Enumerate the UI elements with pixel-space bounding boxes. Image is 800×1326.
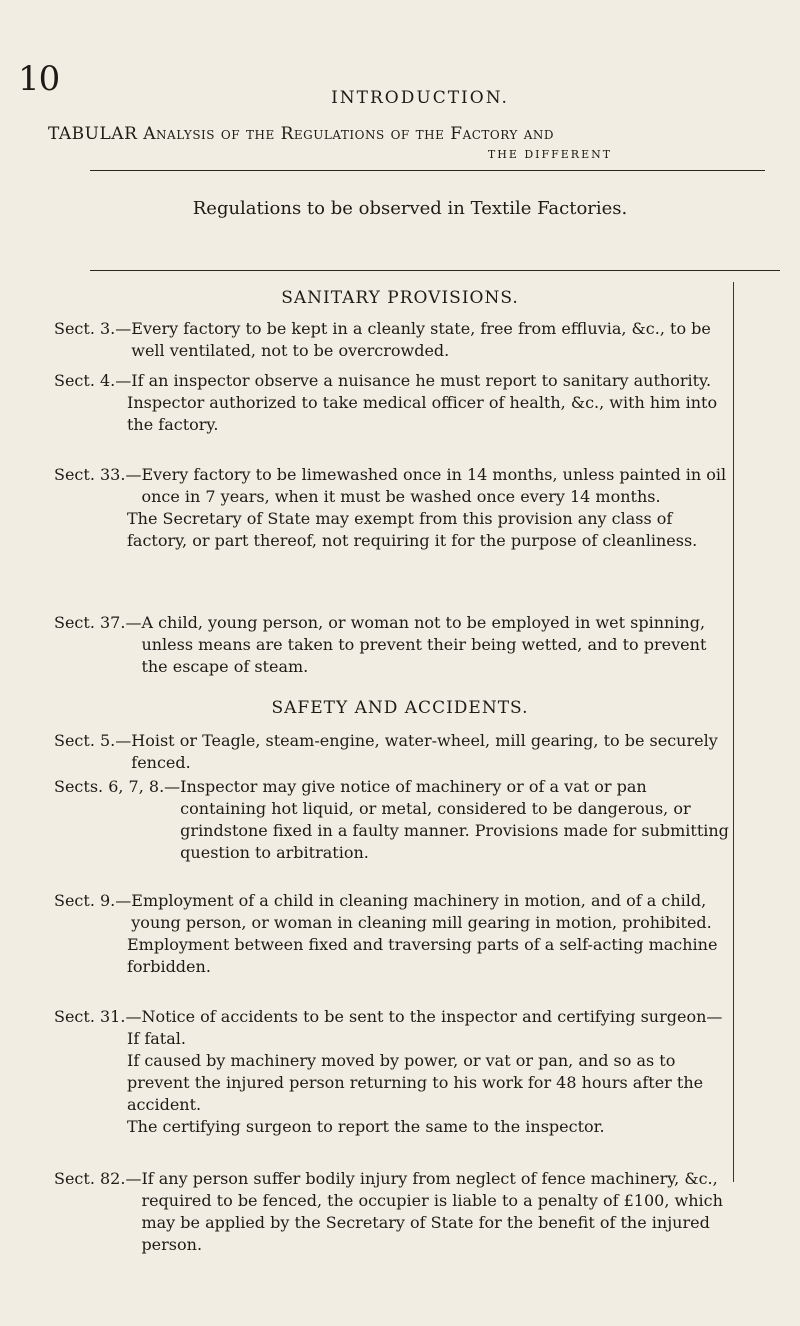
entry-text: If an inspector observe a nuisance he must report to sanitary authority. bbox=[131, 371, 712, 390]
entry-text: A child, young person, or woman not to be employed in wet spinning, unless means are taken to prevent their being wetted, and to prevent the escape of steam. bbox=[141, 613, 707, 676]
safety-entry-sect-9 bbox=[54, 890, 734, 978]
safety-entry-sect-82 bbox=[54, 1168, 734, 1256]
safety-entry-sect-31 bbox=[54, 1006, 734, 1138]
running-head: INTRODUCTION. bbox=[331, 88, 509, 108]
table-subtitle: THE DIFFERENT bbox=[487, 148, 613, 161]
page-number: 10 bbox=[18, 59, 60, 99]
title-rule bbox=[90, 170, 765, 171]
entry-label: Sect. 5.— bbox=[54, 731, 132, 750]
sanitary-heading: SANITARY PROVISIONS. bbox=[281, 288, 519, 308]
entry-label: Sect. 31.— bbox=[54, 1007, 142, 1026]
entry-text: Inspector may give notice of machinery or of a vat or pan containing hot liquid, or metal, considered to be dangerous, or grindstone fixed in a faulty manner. Provisions made for submitting question to arbitration. bbox=[180, 777, 729, 862]
sanitary-entry-sect-37 bbox=[54, 612, 734, 678]
sanitary-entry-sect-4 bbox=[54, 370, 734, 436]
entry-text: Every factory to be limewashed once in 14 months, unless painted in oil once in 7 years, when it must be washed once every 14 months. bbox=[141, 465, 727, 506]
entry-text: Employment of a child in cleaning machinery in motion, and of a child, young person, or woman in cleaning mill gearing in motion, prohibited. bbox=[131, 891, 712, 932]
table-top-rule bbox=[90, 270, 780, 271]
safety-entry-sect-5 bbox=[54, 730, 734, 774]
sanitary-entry-sect-33 bbox=[54, 464, 734, 552]
entry-text: Hoist or Teagle, steam-engine, water-wheel, mill gearing, to be securely fenced. bbox=[131, 731, 718, 772]
safety-entry-sects-6-7-8 bbox=[54, 776, 734, 864]
entry-extra: The certifying surgeon to report the same to the inspector. bbox=[127, 1117, 605, 1136]
entry-label: Sect. 4.— bbox=[54, 371, 132, 390]
entry-label: Sects. 6, 7, 8.— bbox=[54, 777, 181, 796]
entry-label: Sect. 33.— bbox=[54, 465, 142, 484]
entry-text: Every factory to be kept in a cleanly state, free from effluvia, &c., to be well ventilated, not to be overcrowded. bbox=[131, 319, 711, 360]
sanitary-entry-sect-3 bbox=[54, 318, 734, 362]
entry-text: If any person suffer bodily injury from neglect of fence machinery, &c., required to be fenced, the occupier is liable to a penalty of £100, which may be applied by the Secretary of State for the benefit of the injured person. bbox=[141, 1169, 723, 1254]
entry-extra: If fatal. bbox=[127, 1029, 186, 1048]
entry-extra: If caused by machinery moved by power, or vat or pan, and so as to prevent the injured person returning to his work for 48 hours after the accident. bbox=[127, 1051, 704, 1114]
table-title: TABULAR Analysis of the Regulations of the Factory and bbox=[48, 124, 555, 144]
entry-extra: The Secretary of State may exempt from this provision any class of factory, or part thereof, not requiring it for the purpose of cleanliness. bbox=[127, 509, 698, 550]
entry-extra: Employment between fixed and traversing parts of a self-acting machine forbidden. bbox=[127, 935, 718, 976]
regulations-heading: Regulations to be observed in Textile Factories. bbox=[192, 198, 628, 219]
entry-extra: Inspector authorized to take medical officer of health, &c., with him into the factory. bbox=[127, 393, 718, 434]
entry-text: Notice of accidents to be sent to the inspector and certifying surgeon— bbox=[141, 1007, 723, 1026]
entry-label: Sect. 3.— bbox=[54, 319, 132, 338]
entry-label: Sect. 9.— bbox=[54, 891, 132, 910]
entry-label: Sect. 37.— bbox=[54, 613, 142, 632]
entry-label: Sect. 82.— bbox=[54, 1169, 142, 1188]
safety-heading: SAFETY AND ACCIDENTS. bbox=[271, 698, 529, 718]
